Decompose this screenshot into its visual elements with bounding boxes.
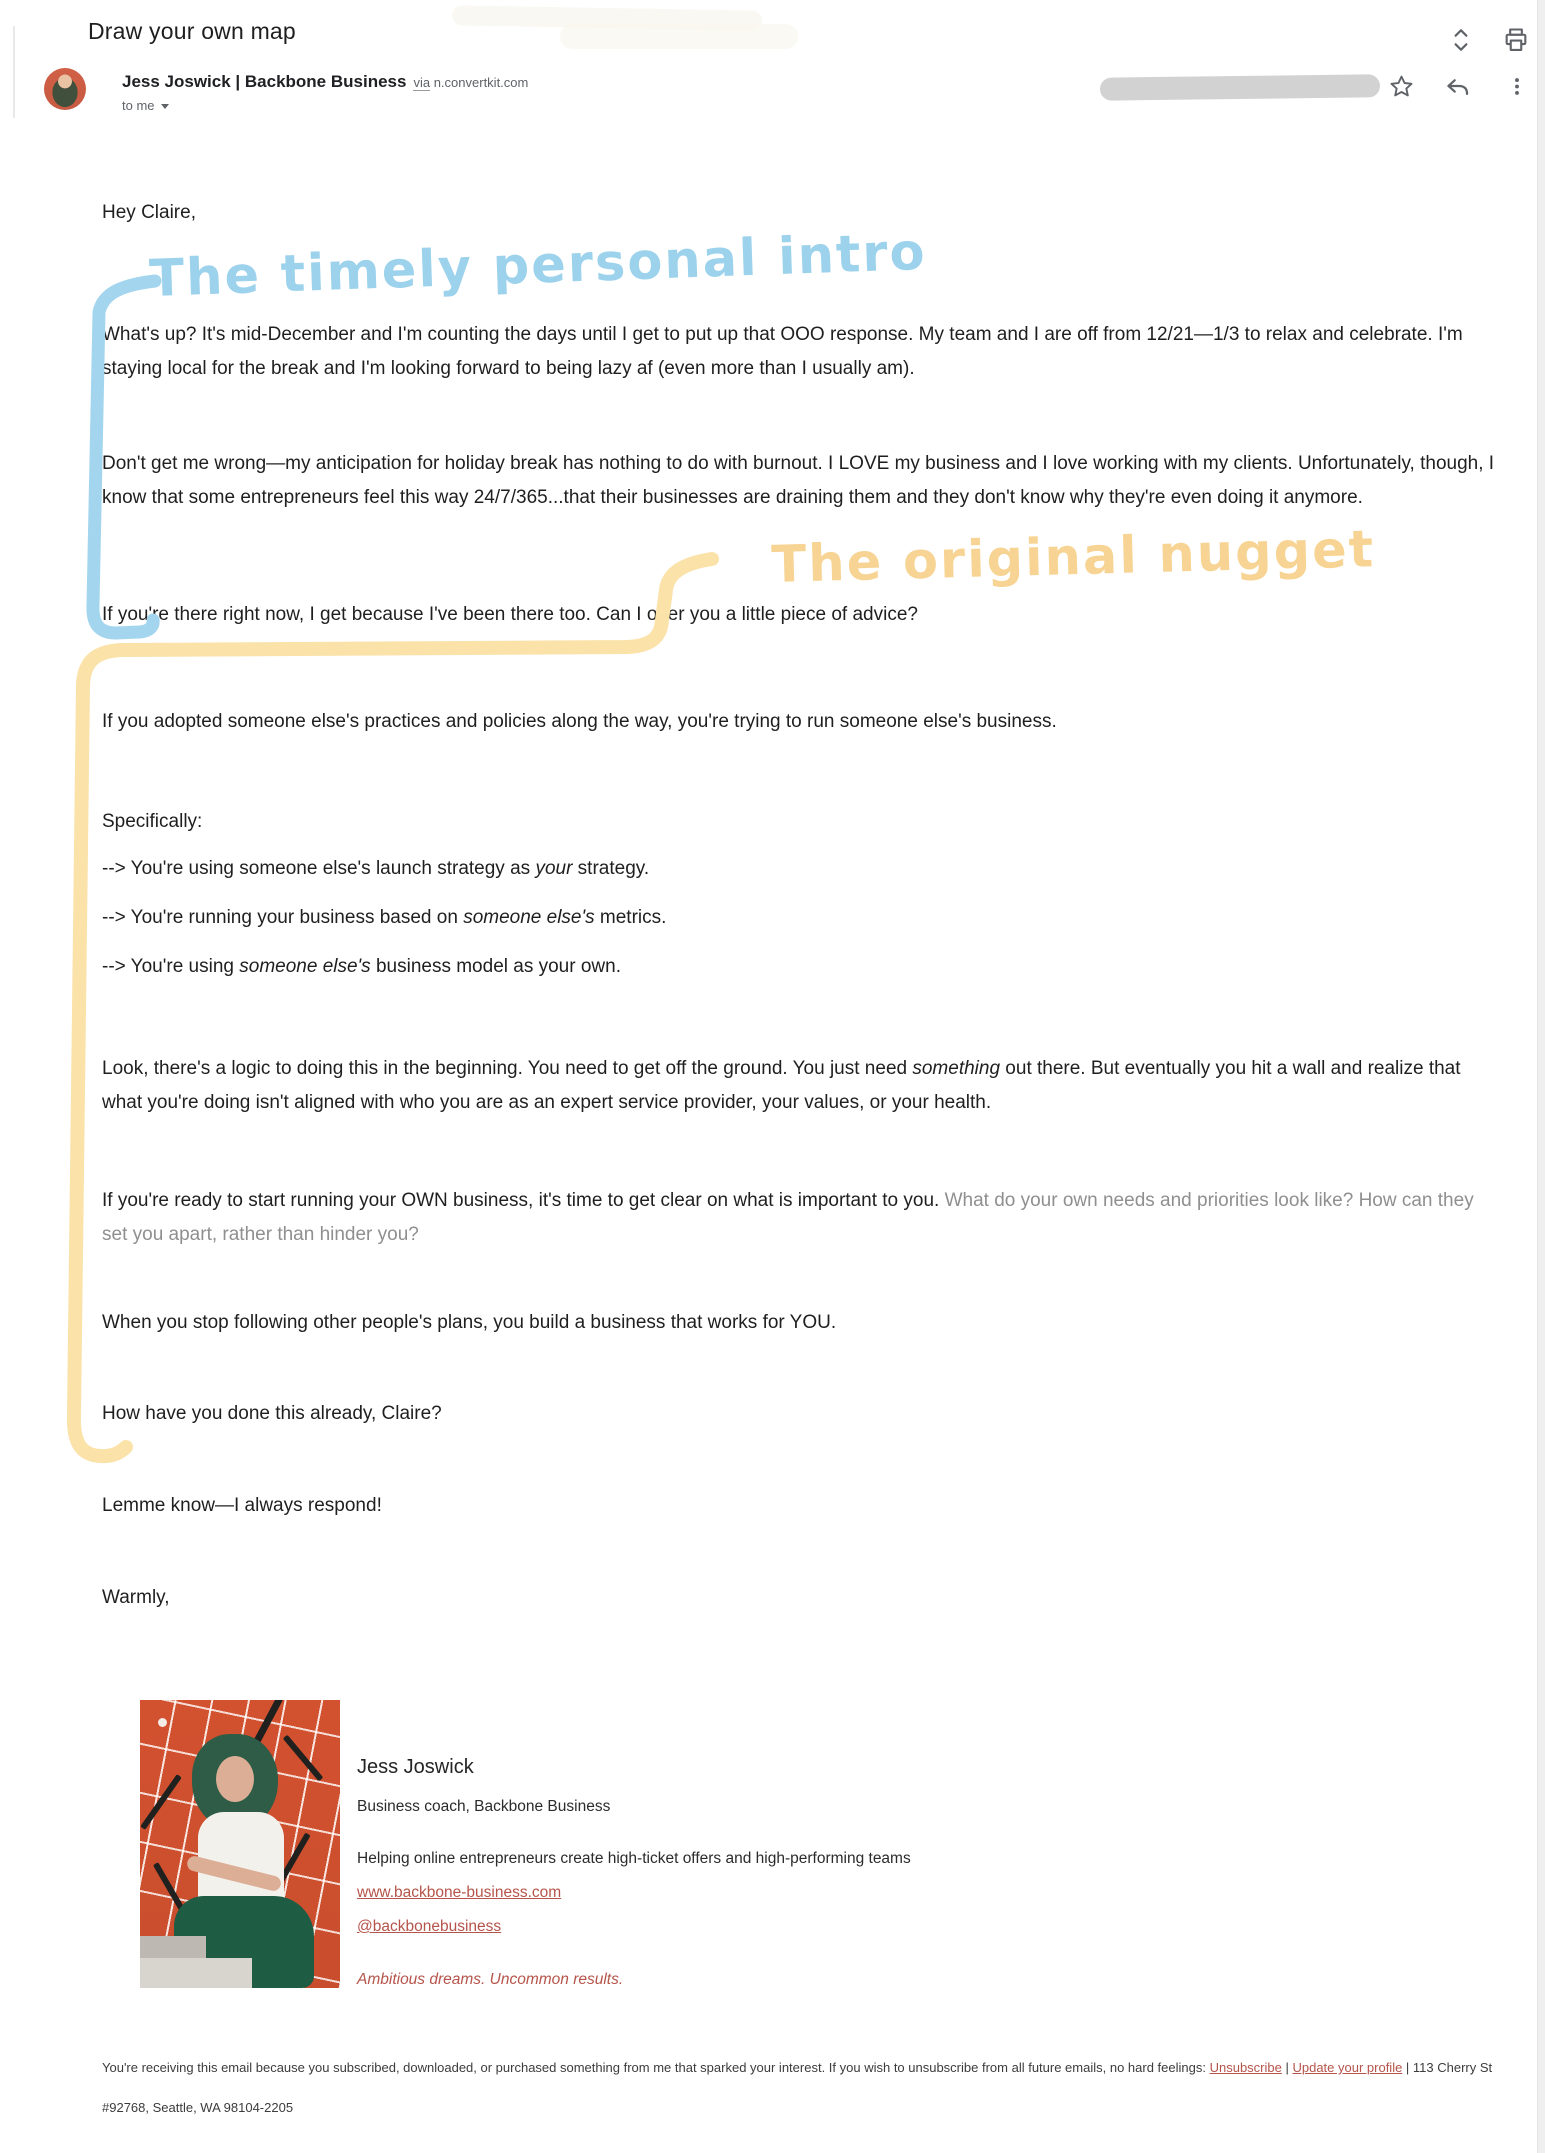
text-segment: your xyxy=(535,858,573,879)
text-segment: When you stop following other people's plans, you build a business that works for YOU. xyxy=(102,1312,837,1333)
details-dropdown-icon[interactable] xyxy=(161,104,169,109)
sender-via-domain: n.convertkit.com xyxy=(433,75,529,90)
text-segment: | 113 Cherry St #92768, Seattle, WA 98104-2205 xyxy=(102,2060,1493,2115)
signature-motto: Ambitious dreams. Uncommon results. xyxy=(357,1971,624,1988)
paragraph xyxy=(102,598,1498,632)
text-segment: How have you done this already, Claire? xyxy=(102,1403,442,1424)
redaction-smudge xyxy=(560,24,798,49)
text-segment: You're receiving this email because you subscribed, downloaded, or purchased something from me that sparked your interest. If you wish to unsubscribe from all future emails, no hard feelings: xyxy=(102,2060,1210,2075)
concrete-step xyxy=(140,1958,252,1988)
text-segment: metrics. xyxy=(594,907,667,928)
redaction-blob xyxy=(1100,74,1380,100)
unsubscribe-link[interactable]: Unsubscribe xyxy=(1209,2060,1282,2075)
text-segment: If you adopted someone else's practices and policies along the way, you're trying to run someone else's business. xyxy=(102,711,1057,732)
portrait-face xyxy=(216,1756,254,1802)
update-profile-link[interactable]: Update your profile xyxy=(1292,2060,1403,2075)
paragraph xyxy=(102,1489,1498,1523)
text-segment: What do your own needs and priorities look like? How can they set you apart, rather than hinder you? xyxy=(102,1190,1474,1245)
paragraph xyxy=(102,447,1498,515)
sender-name: Jess Joswick | Backbone Business xyxy=(122,72,407,91)
text-segment: --> You're running your business based on xyxy=(102,907,464,928)
footer-text xyxy=(102,2048,1500,2128)
text-segment: out there. But eventually you hit a wall and realize that what you're doing isn't aligned with who you are as an expert service provider, your values, or your health. xyxy=(102,1058,1461,1113)
recipient-row[interactable] xyxy=(122,98,169,113)
text-segment: strategy. xyxy=(572,858,650,879)
text-segment: If you're ready to start running your OWN business, it's time to get clear on what is important to you. xyxy=(102,1190,945,1211)
arrow-list-item xyxy=(102,852,1498,886)
text-segment: business model as your own. xyxy=(370,956,621,977)
text-segment: Don't get me wrong—my anticipation for holiday break has nothing to do with burnout. I LOVE my business and I love working with my clients. Unfortunately, though, I know that some entrepreneurs feel this way 24/7/365...that their businesses are draining them and they don't know why they're even doing it anymore. xyxy=(102,453,1495,508)
window-edge xyxy=(13,26,15,118)
signature-photo xyxy=(140,1700,340,1988)
collapse-expand-icon[interactable] xyxy=(1448,26,1474,54)
text-segment: If you're there right now, I get because I've been there too. Can I offer you a little piece of advice? xyxy=(102,604,918,625)
text-segment: something xyxy=(912,1058,1001,1079)
text-segment: --> You're using xyxy=(102,956,240,977)
text-segment: someone else's xyxy=(463,907,595,928)
paragraph xyxy=(102,1397,1498,1431)
closing: Warmly, xyxy=(102,1587,170,1608)
text-segment: Look, there's a logic to doing this in the beginning. You need to get off the ground. You just need xyxy=(102,1058,913,1079)
reply-icon[interactable] xyxy=(1444,73,1471,100)
email-subject: Draw your own map xyxy=(88,18,296,44)
print-icon[interactable] xyxy=(1502,26,1530,54)
signature-handle-link[interactable]: @backbonebusiness xyxy=(357,1918,502,1935)
text-segment: --> You're using someone else's launch strategy as xyxy=(102,858,536,879)
signature-name: Jess Joswick xyxy=(357,1756,474,1778)
paragraph xyxy=(102,1306,1498,1340)
paragraph xyxy=(102,1052,1498,1120)
star-icon[interactable] xyxy=(1388,73,1415,100)
more-options-icon[interactable] xyxy=(1506,73,1528,100)
paragraph xyxy=(102,705,1498,739)
paragraph xyxy=(102,1184,1498,1252)
to-me-label: to me xyxy=(122,98,155,113)
text-segment: | xyxy=(1281,2060,1293,2075)
paragraph xyxy=(102,318,1498,386)
scrollbar[interactable] xyxy=(1537,0,1545,2153)
text-segment: someone else's xyxy=(239,956,371,977)
text-segment: What's up? It's mid-December and I'm counting the days until I get to put up that OOO response. My team and I are off from 12/21—1/3 to relax and celebrate. I'm staying local for the break and I'm looking forward to being lazy af (even more than I usually am). xyxy=(102,324,1463,379)
text-segment: Specifically: xyxy=(102,811,203,832)
signature-website-link[interactable]: www.backbone-business.com xyxy=(357,1884,562,1901)
arrow-list-item xyxy=(102,950,1498,984)
arrow-list-item xyxy=(102,901,1498,935)
paragraph xyxy=(102,805,1498,839)
greeting: Hey Claire, xyxy=(102,202,196,223)
signature-tagline: Helping online entrepreneurs create high-ticket offers and high-performing teams xyxy=(357,1850,911,1867)
text-segment: Lemme know—I always respond! xyxy=(102,1495,382,1516)
blue-annotation-text: The timely personal intro xyxy=(148,222,928,309)
signature-title: Business coach, Backbone Business xyxy=(357,1798,611,1815)
yellow-annotation-text: The original nugget xyxy=(770,520,1376,595)
sender-via: via n.convertkit.com xyxy=(413,75,529,90)
sender-avatar xyxy=(44,68,86,110)
